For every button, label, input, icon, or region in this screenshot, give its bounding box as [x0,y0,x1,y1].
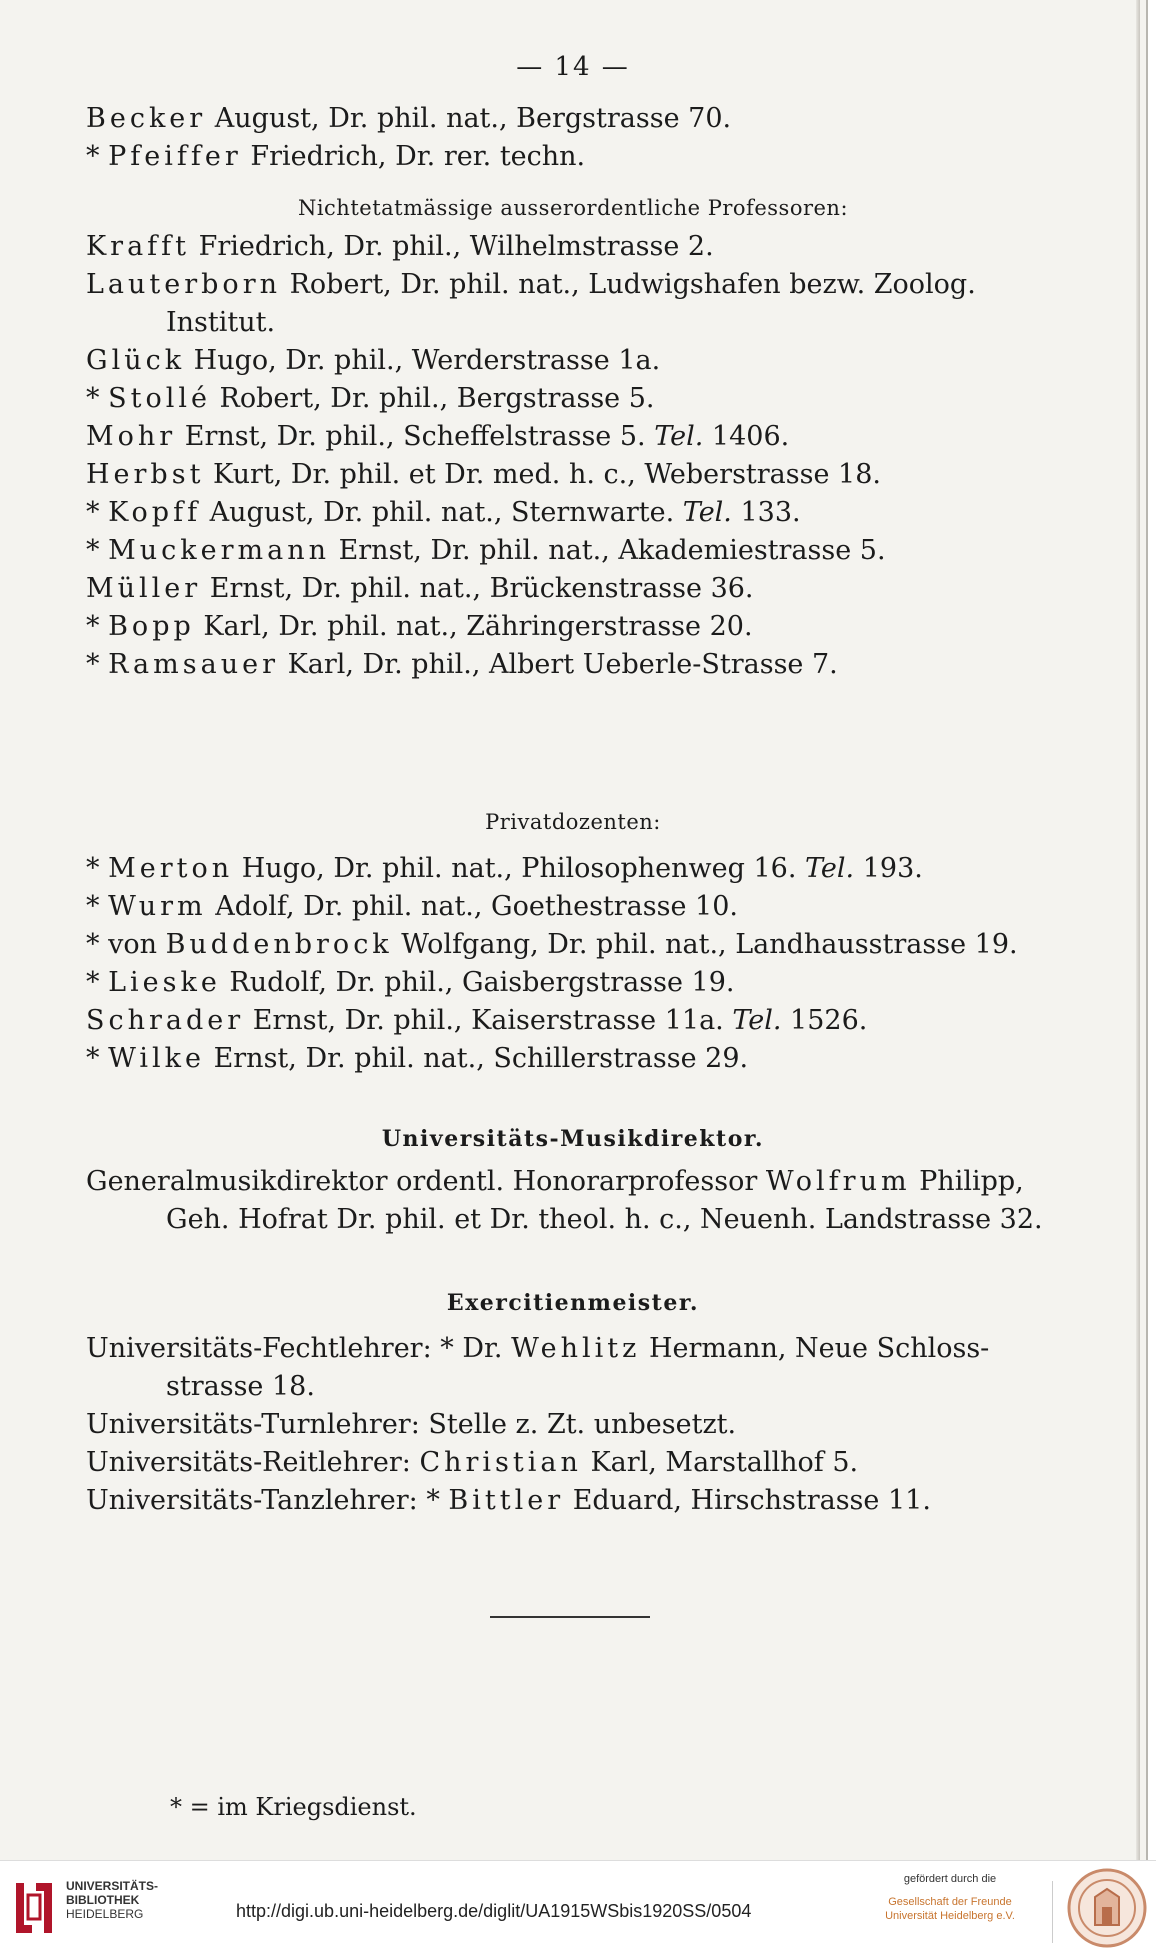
entry-line [86,1482,931,1520]
entry-surname: Wolfrum [765,1166,911,1197]
entry-text: * von [86,929,166,960]
entry-surname: Kopff [108,497,202,528]
library-name [66,1879,158,1921]
entry-text: Universitäts-Reitlehrer: [86,1447,420,1478]
entry-surname: Wehlitz [511,1333,641,1364]
entry-text: * [86,383,109,414]
heading-professors: Nichtetatmässige ausserordentliche Professoren: [297,196,849,220]
entry-line [86,1330,989,1368]
entry-surname: Muckermann [108,535,330,566]
entry-text: August, Dr. phil. nat., Sternwarte. [201,497,683,528]
heading-privatdozenten: Privatdozenten: [485,810,661,834]
entry-text: Robert, Dr. phil., Bergstrasse 5. [210,383,655,414]
entry-text: Friedrich, Dr. phil., Wilhelmstrasse 2. [190,231,714,262]
entry-line [86,1406,736,1444]
entry-text: Kurt, Dr. phil. et Dr. med. h. c., Weberstrasse 18. [204,459,881,490]
entry-tel-label: Tel. [654,421,704,452]
entry-text: Adolf, Dr. phil. nat., Goethestrasse 10. [206,891,738,922]
entry-text: Philipp, [910,1166,1024,1197]
entry-line [86,228,714,266]
section-rule [490,1616,650,1618]
entry-text: Universitäts-Tanzlehrer: * [86,1485,449,1516]
entry-text: * [86,853,109,884]
library-name-line3: HEIDELBERG [66,1907,144,1921]
entry-line [86,1444,858,1482]
entry-line [86,456,881,494]
entry-text: * [86,497,109,528]
entry-line [86,380,655,418]
entry-text: Universitäts-Turnlehrer: Stelle z. Zt. unbesetzt. [86,1409,737,1440]
entry-surname: Krafft [86,231,191,262]
entry-text: Wolfgang, Dr. phil. nat., Landhausstrasse 19. [392,929,1018,960]
entry-text: Ernst, Dr. phil. nat., Brückenstrasse 36. [201,573,754,604]
heading-exercitienmeister: Exercitienmeister. [446,1290,700,1316]
entry-line [166,304,275,342]
entry-line [86,1002,867,1040]
entry-text: Karl, Dr. phil. nat., Zähringerstrasse 20. [194,611,753,642]
page-edge [1136,0,1140,1860]
entry-surname: Herbst [86,459,205,490]
entry-text: Hugo, Dr. phil. nat., Philosophenweg 16. [233,853,806,884]
entry-text: Karl, Marstallhof 5. [581,1447,859,1478]
entry-text: 1526. [781,1005,868,1036]
entry-surname: Glück [86,345,186,376]
library-name-line2: BIBLIOTHEK [66,1893,140,1907]
entry-text: 193. [854,853,923,884]
entry-text: 133. [731,497,801,528]
entry-surname: Stollé [108,383,211,414]
entry-line [86,342,660,380]
entry-surname: Lauterborn [86,269,281,300]
entry-text: Eduard, Hirschstrasse 11. [564,1485,931,1516]
footer-bar [0,1860,1156,1954]
entry-text: August, Dr. phil. nat., Bergstrasse 70. [206,103,732,134]
entry-text: * [86,649,109,680]
footer-divider [1052,1881,1053,1943]
permalink-url[interactable]: http://digi.ub.uni-heidelberg.de/diglit/UA1915WSbis1920SS/0504 [236,1901,752,1921]
entry-text: Ernst, Dr. phil., Scheffelstrasse 5. [176,421,655,452]
entry-text: Geh. Hofrat Dr. phil. et Dr. theol. h. c., Neuenh. Landstrasse 32. [166,1204,1043,1235]
entry-text: Friedrich, Dr. rer. techn. [241,141,586,172]
entry-surname: Müller [86,573,202,604]
entry-line [86,494,801,532]
entry-surname: Christian [419,1447,582,1478]
library-logo-icon[interactable] [10,1879,58,1937]
entry-text: 1406. [703,421,790,452]
entry-surname: Becker [86,103,207,134]
entry-text: Ernst, Dr. phil. nat., Akademiestrasse 5. [329,535,886,566]
entry-text: Universitäts-Fechtlehrer: * Dr. [86,1333,512,1364]
entry-surname: Wilke [108,1043,205,1074]
entry-line [86,100,731,138]
entry-line [86,570,754,608]
entry-tel-label: Tel. [682,497,732,528]
library-name-line1: UNIVERSITÄTS- [66,1879,159,1893]
entry-surname: Buddenbrock [165,929,393,960]
entry-surname: Merton [108,853,234,884]
entry-line [166,1368,315,1406]
entry-text: Ernst, Dr. phil. nat., Schillerstrasse 29. [204,1043,749,1074]
page-number: — 14 — [516,52,630,82]
entry-surname: Bittler [448,1485,565,1516]
entry-text: * [86,891,109,922]
heading-musikdirektor: Universitäts-Musikdirektor. [381,1126,765,1152]
entry-tel-label: Tel. [732,1005,782,1036]
entry-line [86,646,838,684]
entry-text: Generalmusikdirektor ordentl. Honorarprofessor [86,1166,766,1197]
entry-tel-label: Tel. [805,853,855,884]
entry-line [86,138,585,176]
entry-line [86,964,735,1002]
entry-text: Karl, Dr. phil., Albert Ueberle-Strasse 7. [278,649,838,680]
entry-text: Hugo, Dr. phil., Werderstrasse 1a. [185,345,661,376]
entry-surname: Mohr [86,421,177,452]
footnote: * = im Kriegsdienst. [170,1793,417,1821]
entry-text: * [86,967,109,998]
sponsor-name-line2: Universität Heidelberg e.V. [885,1910,1015,1922]
university-seal-icon[interactable] [1066,1867,1148,1949]
entry-text: Ernst, Dr. phil., Kaiserstrasse 11a. [244,1005,733,1036]
entry-text: * [86,141,109,172]
entry-surname: Schrader [86,1005,245,1036]
entry-line [166,1201,1043,1239]
entry-text: Robert, Dr. phil. nat., Ludwigshafen bezw. Zoolog. [281,269,976,300]
entry-surname: Bopp [108,611,195,642]
entry-line [86,532,886,570]
entry-line [86,926,1018,964]
entry-line [86,1163,1024,1201]
entry-line [86,608,753,646]
entry-surname: Wurm [108,891,207,922]
entry-text: * [86,1043,109,1074]
entry-surname: Ramsauer [108,649,279,680]
entry-text: Institut. [166,307,276,338]
entry-surname: Lieske [108,967,221,998]
entry-line [86,266,976,304]
entry-text: * [86,535,109,566]
entry-line [86,850,923,888]
entry-line [86,888,738,926]
entry-text: Hermann, Neue Schloss- [640,1333,990,1364]
entry-text: strasse 18. [166,1371,315,1402]
entry-text: * [86,611,109,642]
entry-surname: Pfeiffer [108,141,242,172]
sponsor-name-line1: Gesellschaft der Freunde [888,1896,1012,1908]
entry-text: Rudolf, Dr. phil., Gaisbergstrasse 19. [220,967,735,998]
sponsor-note: gefördert durch die [903,1873,997,1885]
sponsor-block [860,1873,1040,1923]
entry-line [86,418,789,456]
entry-line [86,1040,748,1078]
